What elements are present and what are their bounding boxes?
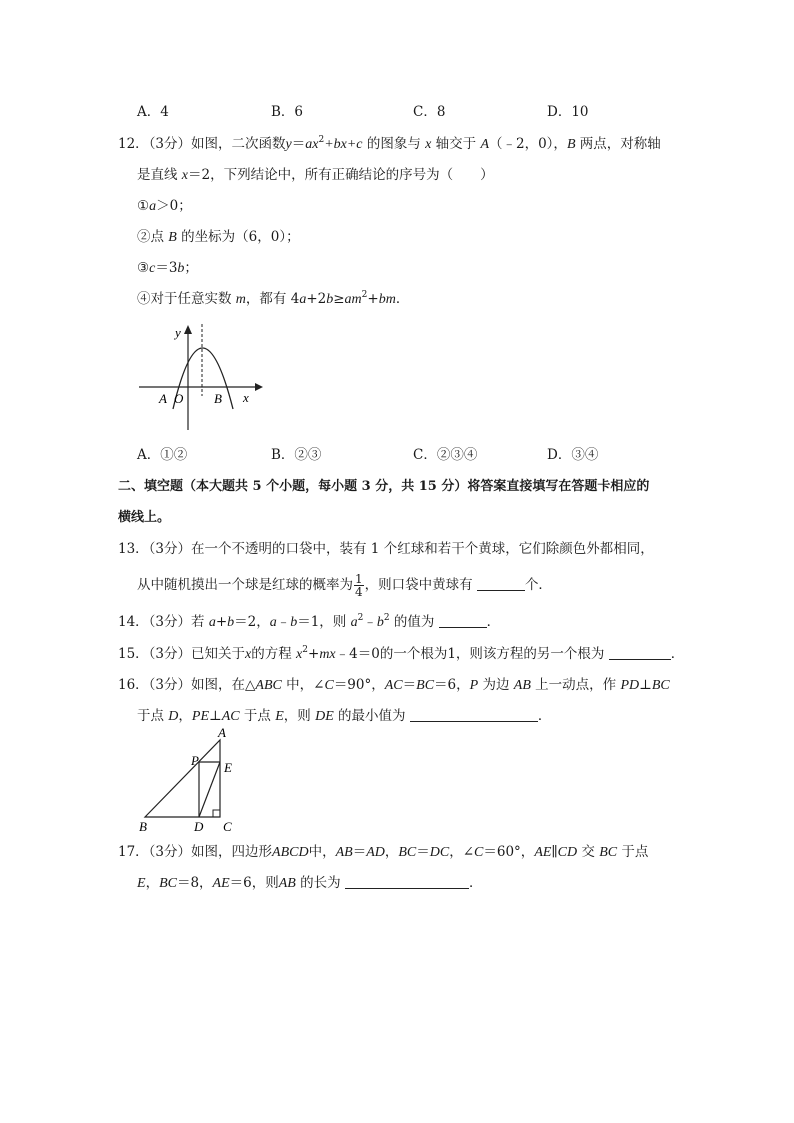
q12-conclusion-4: ④对于任意实数 m，都有 $4a+2b\ge am^2+bm$． [137, 290, 410, 307]
q16-answer-blank[interactable] [410, 708, 538, 722]
q15-answer-blank[interactable] [609, 646, 671, 660]
q11-option-d: D．10 [547, 104, 589, 120]
probability-fraction: $\frac{1}{4}$ [355, 572, 363, 599]
q17-line1: 17．（3分）如图，四边形ABCD中，AB＝AD，BC＝DC，∠C＝60°，AE∥CD 交 BC 于点 [118, 844, 649, 860]
segment-de [199, 762, 220, 817]
point-d-label: D [194, 819, 204, 834]
point-b-label: B [214, 391, 222, 406]
section2-heading-line2: 横线上。 [118, 510, 171, 525]
q13-answer-blank[interactable] [477, 577, 525, 591]
q12-conclusion-2: ②点 B 的坐标为（6，0）； [137, 229, 300, 245]
vertex-a-label: A [218, 728, 226, 740]
q17-answer-blank[interactable] [345, 875, 469, 889]
q12-conclusion-1: ①a＞0； [137, 198, 192, 214]
q16-triangle-figure [135, 728, 245, 836]
q15-line: 15．（3分）已知关于x的方程 $x^2+mx﹣4=0$的一个根为1，则该方程的另一个根为 ． [118, 645, 685, 662]
q14-answer-blank[interactable] [439, 614, 487, 628]
q11-option-c: C．8 [413, 104, 446, 120]
q11-option-a: A．4 [137, 104, 169, 120]
q12-option-a: A．①② [137, 447, 188, 463]
q12-option-d: D．③④ [547, 447, 599, 463]
origin-label: O [174, 391, 184, 406]
q16-line2: 于点 D，PE⊥AC 于点 E，则 DE 的最小值为 ． [137, 708, 552, 724]
y-axis-arrow [184, 325, 192, 334]
x-axis-label: x [243, 390, 249, 405]
section2-heading-line1: 二、填空题（本大题共 5 个小题，每小题 3 分，共 15 分）将答案直接填写在答题卡相应的 [118, 479, 650, 494]
x-axis-arrow [255, 383, 263, 391]
q12-option-b: B．②③ [271, 447, 322, 463]
q11-option-b: B．6 [271, 104, 304, 120]
point-a-label: A [159, 391, 167, 406]
q12-stem-line2: 是直线 x＝2，下列结论中，所有正确结论的序号为（ ） [137, 167, 494, 183]
triangle-abc [145, 740, 220, 817]
vertex-c-label: C [223, 819, 232, 834]
point-e-label: E [224, 760, 232, 775]
q13-line1: 13．（3分）在一个不透明的口袋中，装有 1 个红球和若干个黄球，它们除颜色外都相同， [118, 541, 654, 557]
q16-line1: 16．（3分）如图，在△ABC 中，∠C＝90°，AC＝BC＝6，P 为边 AB 上一动点，作 PD⊥BC [118, 677, 670, 693]
point-p-label: P [191, 753, 199, 768]
q12-option-c: C．②③④ [413, 447, 478, 463]
q13-line2: 从中随机摸出一个球是红球的概率为 $\frac{1}{4}$ ，则口袋中黄球有 个． [137, 572, 552, 599]
q12-conclusion-3: ③c＝3b； [137, 260, 198, 276]
q12-parabola-figure [135, 320, 265, 432]
right-angle-mark [213, 810, 220, 817]
q12-stem-line1: 12．（3分）如图，二次函数$y=ax^2+bx+c$ 的图象与 x 轴交于 A（﹣2，0），B 两点，对称轴 [118, 135, 661, 152]
q14-line: 14．（3分）若 a+b＝2，a﹣b＝1，则 $a^2﹣b^2$ 的值为 ． [118, 613, 501, 630]
vertex-b-label: B [139, 819, 147, 834]
q17-line2: E，BC＝8，AE＝6，则AB 的长为 ． [137, 875, 483, 891]
y-axis-label: y [175, 325, 181, 340]
